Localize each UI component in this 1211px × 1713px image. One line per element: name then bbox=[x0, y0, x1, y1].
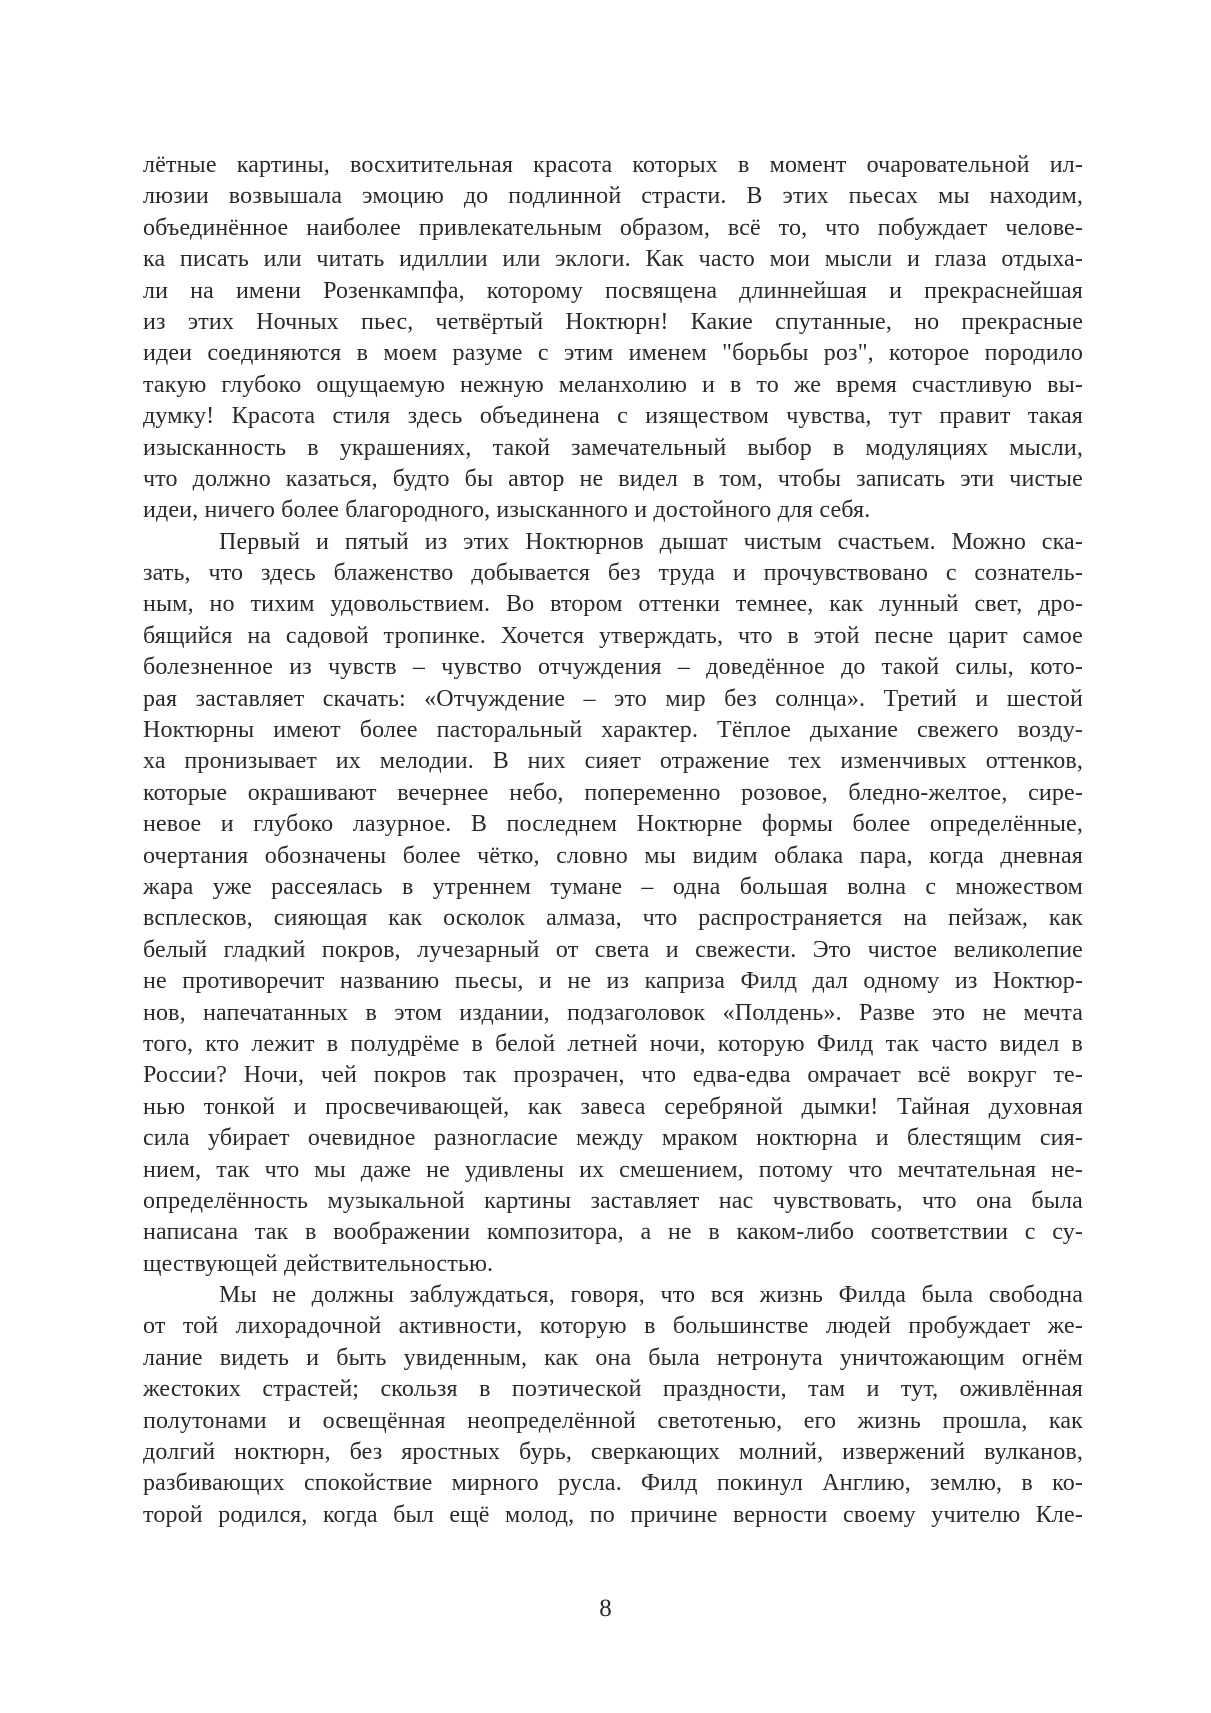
text-line: лётные картины, восхитительная красота которых в момент очаровательной ил- bbox=[143, 152, 1083, 178]
text-line: ли на имени Розенкампфа, которому посвящена длиннейшая и прекраснейшая bbox=[143, 277, 1083, 304]
text-line: от той лихорадочной активности, которую в большинстве людей пробуждает же- bbox=[143, 1313, 1083, 1340]
text-line: разбивающих спокойствие мирного русла. Филд покинул Англию, землю, в ко- bbox=[143, 1470, 1083, 1497]
text-line: определённость музыкальной картины заставляет нас чувствовать, что она была bbox=[143, 1187, 1083, 1214]
text-line: очертания обозначены более чётко, словно мы видим облака пара, когда дневная bbox=[143, 842, 1083, 869]
text-line: ществующей действительностью. bbox=[143, 1250, 494, 1277]
text-line: Мы не должны заблуждаться, говоря, что вся жизнь Филда была свободна bbox=[219, 1282, 1083, 1309]
text-line: бящийся на садовой тропинке. Хочется утверждать, что в этой песне царит самое bbox=[143, 622, 1083, 649]
text-line: полутонами и освещённая неопределённой светотенью, его жизнь прошла, как bbox=[143, 1407, 1083, 1434]
text-line: России? Ночи, чей покров так прозрачен, что едва-едва омрачает всё вокруг те- bbox=[143, 1062, 1083, 1089]
text-line: того, кто лежит в полудрёме в белой летней ночи, которую Филд так часто видел в bbox=[143, 1030, 1083, 1057]
text-line: ным, но тихим удовольствием. Во втором оттенки темнее, как лунный свет, дро- bbox=[143, 591, 1083, 618]
text-line: Первый и пятый из этих Ноктюрнов дышат чистым счастьем. Можно ска- bbox=[219, 528, 1083, 555]
text-line: жестоких страстей; скользя в поэтической праздности, там и тут, оживлённая bbox=[143, 1376, 1083, 1403]
text-line: нью тонкой и просвечивающей, как завеса серебряной дымки! Тайная духовная bbox=[143, 1093, 1083, 1120]
text-line: нов, напечатанных в этом издании, подзаголовок «Полдень». Разве это не мечта bbox=[143, 999, 1083, 1026]
text-line: ха пронизывает их мелодии. В них сияет отражение тех изменчивых оттенков, bbox=[143, 748, 1083, 775]
text-line: лание видеть и быть увиденным, как она была нетронута уничтожающим огнём bbox=[143, 1344, 1083, 1371]
text-line: невое и глубоко лазурное. В последнем Ноктюрне формы более определённые, bbox=[143, 811, 1083, 838]
text-line: которые окрашивают вечернее небо, попеременно розовое, бледно-желтое, сире- bbox=[143, 779, 1083, 806]
text-line: торой родился, когда был ещё молод, по причине верности своему учителю Кле- bbox=[143, 1501, 1083, 1528]
text-line: жара уже рассеялась в утреннем тумане – одна большая волна с множеством bbox=[143, 873, 1083, 900]
text-line: нием, так что мы даже не удивлены их смешением, потому что мечтательная не- bbox=[143, 1156, 1083, 1183]
page-number: 8 bbox=[599, 1595, 612, 1622]
text-line: люзии возвышала эмоцию до подлинной страсти. В этих пьесах мы находим, bbox=[143, 183, 1083, 210]
text-line: долгий ноктюрн, без яростных бурь, сверкающих молний, извержений вулканов, bbox=[143, 1439, 1083, 1466]
text-line: всплесков, сияющая как осколок алмаза, что распространяется на пейзаж, как bbox=[143, 905, 1083, 932]
text-line: зать, что здесь блаженство добывается без труда и прочувствовано с сознатель- bbox=[143, 560, 1083, 587]
text-line: идеи соединяются в моем разуме с этим именем "борьбы роз", которое породило bbox=[143, 340, 1083, 367]
text-line: сила убирает очевидное разногласие между мраком ноктюрна и блестящим сия- bbox=[143, 1125, 1083, 1152]
text-line: такую глубоко ощущаемую нежную меланхолию и в то же время счастливую вы- bbox=[143, 371, 1083, 398]
text-line: идеи, ничего более благородного, изысканного и достойного для себя. bbox=[143, 497, 871, 524]
text-line: думку! Красота стиля здесь объединена с изяществом чувства, тут правит такая bbox=[143, 403, 1083, 430]
text-line: рая заставляет скачать: «Отчуждение – это мир без солнца». Третий и шестой bbox=[143, 685, 1083, 712]
text-line: Ноктюрны имеют более пасторальный характер. Тёплое дыхание свежего возду- bbox=[143, 717, 1083, 744]
text-line: ка писать или читать идиллии или эклоги. Как часто мои мысли и глаза отдыха- bbox=[143, 246, 1083, 273]
text-line: болезненное из чувств – чувство отчуждения – доведённое до такой силы, кото- bbox=[143, 654, 1083, 681]
body-text bbox=[143, 150, 1083, 1531]
text-line: изысканность в украшениях, такой замечательный выбор в модуляциях мысли, bbox=[143, 434, 1083, 461]
text-line: объединённое наиболее привлекательным образом, всё то, что побуждает челове- bbox=[143, 214, 1083, 241]
text-line: написана так в воображении композитора, а не в каком-либо соответствии с су- bbox=[143, 1219, 1083, 1246]
text-line: не противоречит названию пьесы, и не из каприза Филд дал одному из Ноктюр- bbox=[143, 968, 1083, 995]
text-line: что должно казаться, будто бы автор не видел в том, чтобы записать эти чистые bbox=[143, 465, 1083, 492]
text-line: белый гладкий покров, лучезарный от света и свежести. Это чистое великолепие bbox=[143, 936, 1083, 963]
text-line: из этих Ночных пьес, четвёртый Ноктюрн! Какие спутанные, но прекрасные bbox=[143, 308, 1083, 335]
